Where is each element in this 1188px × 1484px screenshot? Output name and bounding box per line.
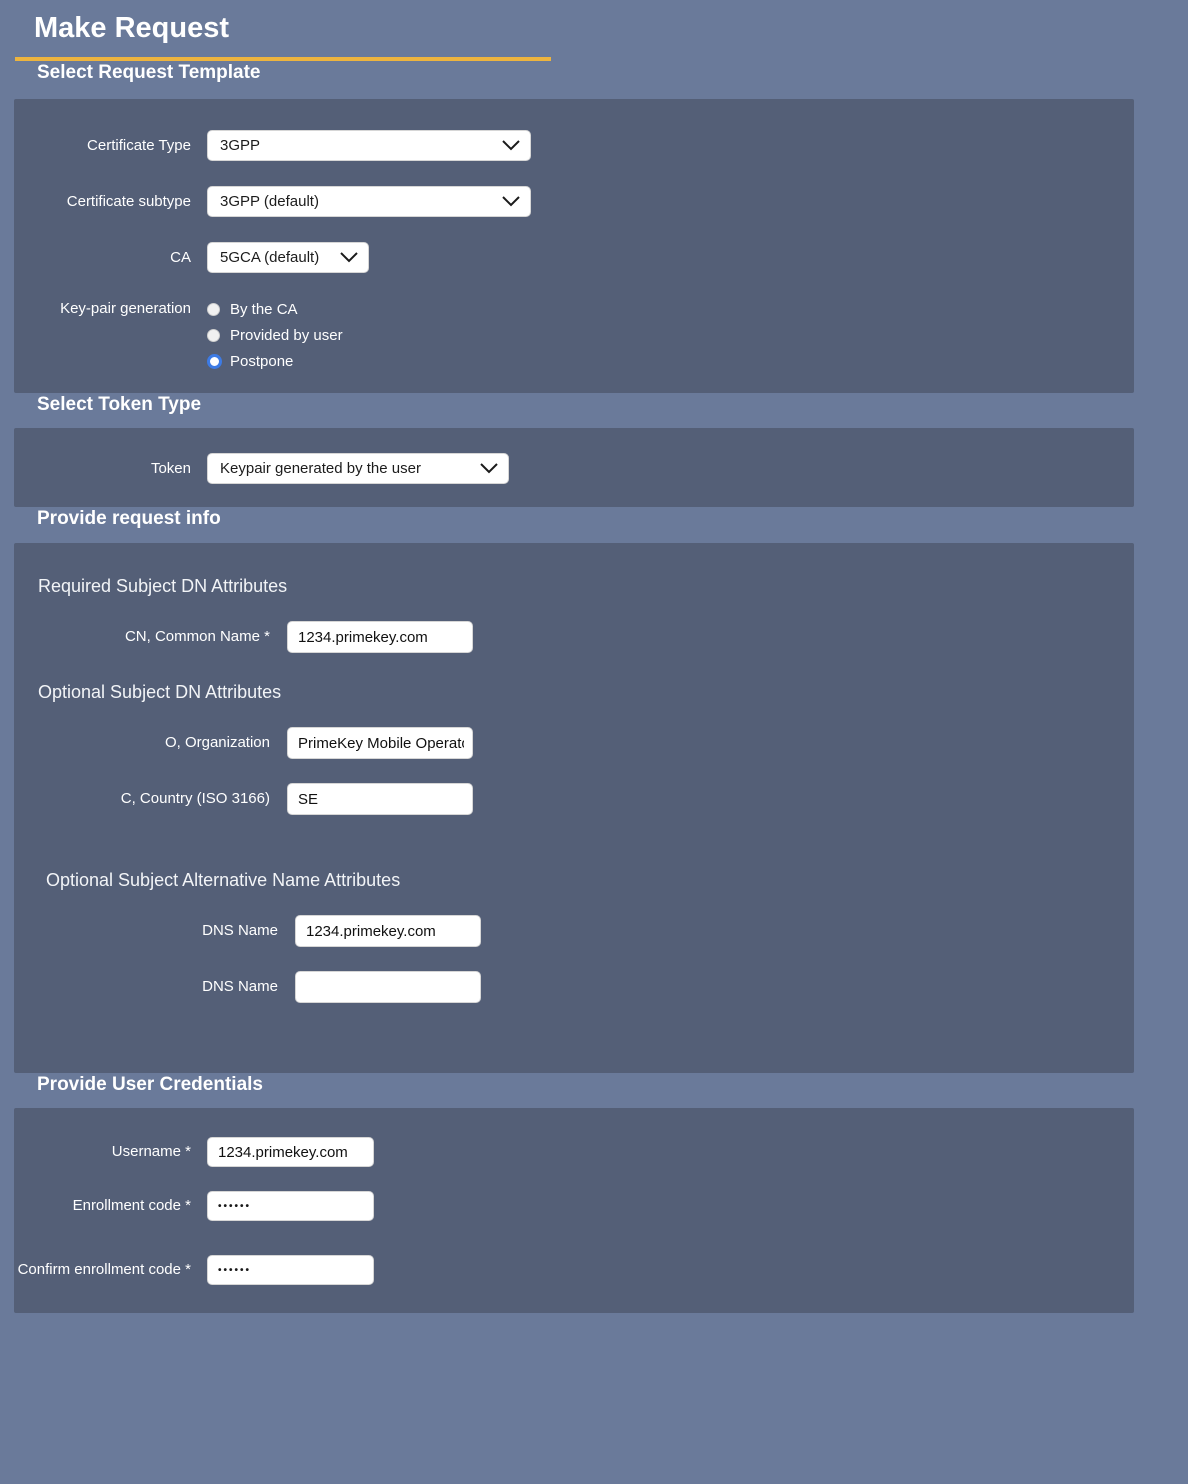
enrollment-code-label: Enrollment code * [72,1197,191,1214]
ca-select-wrap [207,242,369,273]
optional-dn-heading: Optional Subject DN Attributes [38,682,282,702]
country-label: C, Country (ISO 3166) [120,790,270,807]
section-heading-token-type: Select Token Type [37,394,202,415]
token-label: Token [150,459,191,477]
dns-name-row-1 [14,915,1134,947]
ca-select[interactable] [207,242,369,273]
confirm-enrollment-code-row [14,1255,1134,1285]
certificate-type-select-wrap [207,130,531,161]
user-credentials-panel [14,1108,1134,1313]
cn-input[interactable] [287,621,473,653]
keypair-generation-label: Key-pair generation [60,300,191,317]
keypair-option-provided-by-user[interactable] [207,326,343,344]
ca-row [14,242,1134,273]
keypair-generation-row [14,300,1134,378]
cn-row [14,621,1134,653]
dns-name-row-2 [14,971,1134,1003]
country-row [14,783,1134,815]
organization-label: O, Organization [164,734,270,751]
confirm-enrollment-code-input[interactable] [207,1255,374,1285]
certificate-subtype-label: Certificate subtype [66,192,191,210]
enrollment-code-input[interactable] [207,1191,374,1221]
country-input[interactable] [287,783,473,815]
cn-label: CN, Common Name * [124,628,270,645]
username-row [14,1137,1134,1167]
radio-button-icon[interactable] [207,329,220,342]
page-title: Make Request [34,12,230,44]
required-dn-heading: Required Subject DN Attributes [38,576,288,596]
dns-name-label: DNS Name [202,922,278,939]
keypair-option-provided-by-user-label: Provided by user [230,326,343,344]
keypair-option-postpone[interactable] [207,352,343,370]
request-template-panel [14,99,1134,393]
radio-button-icon[interactable] [207,303,220,316]
keypair-option-postpone-label: Postpone [230,352,294,370]
confirm-enrollment-code-label: Confirm enrollment code * [17,1261,191,1278]
keypair-generation-options [207,300,343,378]
dns-name-label: DNS Name [202,978,278,995]
dns-name-input-1[interactable] [295,915,481,947]
keypair-option-by-the-ca-label: By the CA [230,300,298,318]
token-select-wrap [207,453,509,484]
certificate-subtype-select-wrap [207,186,531,217]
section-heading-request-info: Provide request info [37,508,221,529]
optional-san-heading: Optional Subject Alternative Name Attributes [46,870,401,890]
certificate-type-row [14,130,1134,161]
section-heading-user-credentials: Provide User Credentials [37,1074,263,1095]
username-label: Username * [111,1143,191,1160]
token-select[interactable] [207,453,509,484]
keypair-option-by-the-ca[interactable] [207,300,343,318]
organization-row [14,727,1134,759]
certificate-subtype-row [14,186,1134,217]
username-input[interactable] [207,1137,374,1167]
enrollment-code-row [14,1191,1134,1221]
section-heading-request-template: Select Request Template [37,62,261,83]
request-info-panel [14,543,1134,1073]
token-row [14,453,1134,484]
certificate-subtype-select[interactable] [207,186,531,217]
token-type-panel [14,428,1134,507]
dns-name-input-2[interactable] [295,971,481,1003]
certificate-type-select[interactable] [207,130,531,161]
organization-input[interactable] [287,727,473,759]
certificate-type-label: Certificate Type [87,136,191,154]
radio-button-icon[interactable] [207,354,222,369]
ca-label: CA [170,248,191,266]
